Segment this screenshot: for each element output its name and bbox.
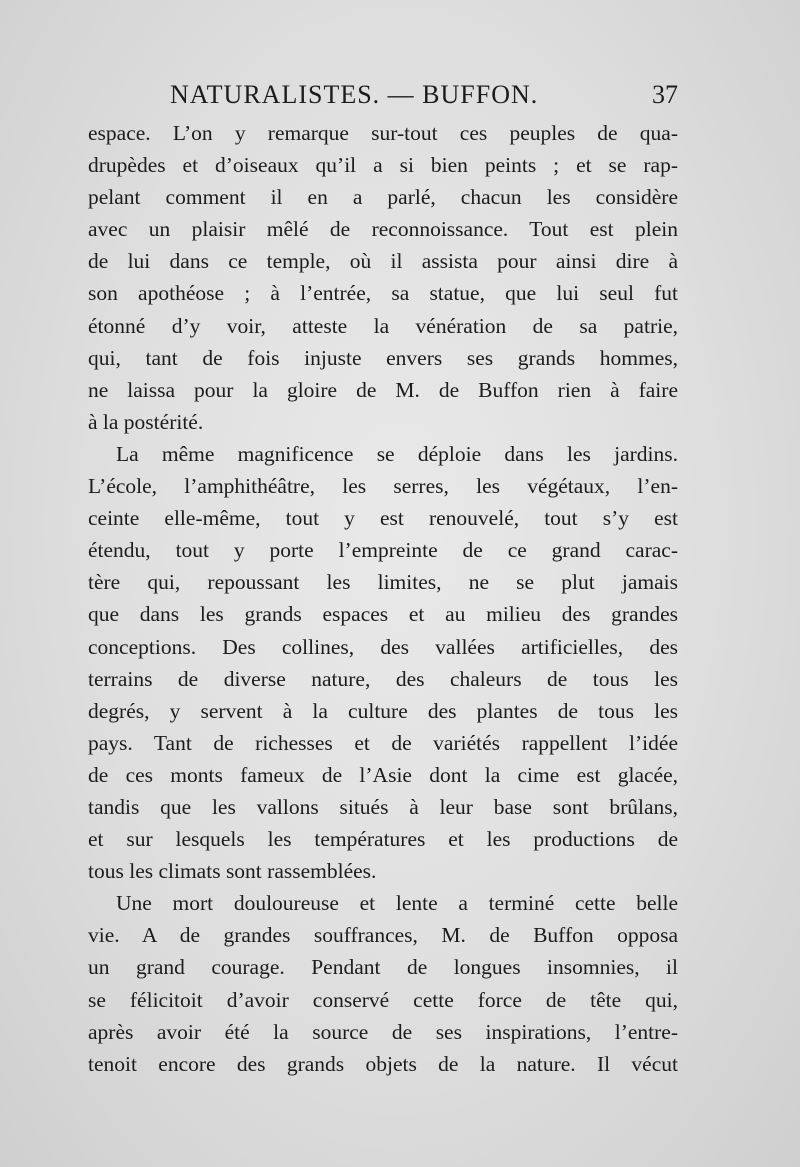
paragraph-2 (88, 438, 678, 887)
text-line: L’école, l’amphithéâtre, les serres, les végétaux, l’en- (88, 474, 678, 499)
text-line: de ces monts fameux de l’Asie dont la cime est glacée, (88, 762, 678, 787)
text-line: son apothéose ; à l’entrée, sa statue, que lui seul fut (88, 281, 678, 306)
text-line: drupèdes et d’oiseaux qu’il a si bien peints ; et se rap- (88, 153, 678, 178)
text-line: ne laissa pour la gloire de M. de Buffon rien à faire (88, 377, 678, 402)
text-line: conceptions. Des collines, des vallées artificielles, des (88, 634, 678, 659)
text-line: à la postérité. (88, 409, 204, 434)
text-line: degrés, y servent à la culture des plantes de tous les (88, 698, 678, 723)
text-line: tandis que les vallons situés à leur base sont brûlans, (88, 794, 678, 819)
text-line: ceinte elle-même, tout y est renouvelé, tout s’y est (88, 506, 678, 531)
text-line: un grand courage. Pendant de longues insomnies, il (88, 955, 678, 980)
page-number: 37 (652, 80, 678, 109)
text-line: espace. L’on y remarque sur-tout ces peuples de qua- (88, 121, 678, 145)
text-line: terrains de diverse nature, des chaleurs de tous les (88, 666, 678, 691)
text-line: avec un plaisir mêlé de reconnoissance. Tout est plein (88, 217, 678, 242)
text-line: et sur lesquels les températures et les productions de (88, 827, 678, 852)
text-line: vie. A de grandes souffrances, M. de Buffon opposa (88, 923, 678, 948)
text-line: tère qui, repoussant les limites, ne se plut jamais (88, 570, 678, 595)
text-line: tous les climats sont rassemblées. (88, 859, 377, 884)
text-line: se félicitoit d’avoir conservé cette force de tête qui, (88, 987, 678, 1012)
text-line: La même magnificence se déploie dans les jardins. (116, 441, 678, 466)
text-line: Une mort douloureuse et lente a terminé cette belle (116, 891, 678, 916)
text-line: étendu, tout y porte l’empreinte de ce grand carac- (88, 538, 678, 563)
text-line: que dans les grands espaces et au milieu des grandes (88, 602, 678, 627)
text-line: tenoit encore des grands objets de la nature. Il vécut (88, 1051, 678, 1076)
text-line: après avoir été la source de ses inspirations, l’entre- (88, 1019, 678, 1044)
paragraph-3 (88, 887, 678, 1080)
running-title: NATURALISTES. — BUFFON. (170, 80, 539, 109)
paragraph-1 (88, 117, 678, 438)
page-header (170, 80, 678, 120)
text-line: pelant comment il en a parlé, chacun les considère (88, 185, 678, 210)
body-text (88, 117, 678, 1080)
text-line: pays. Tant de richesses et de variétés rappellent l’idée (88, 730, 678, 755)
text-line: de lui dans ce temple, où il assista pour ainsi dire à (88, 249, 678, 274)
text-line: qui, tant de fois injuste envers ses grands hommes, (88, 345, 678, 370)
text-line: étonné d’y voir, atteste la vénération de sa patrie, (88, 313, 678, 338)
